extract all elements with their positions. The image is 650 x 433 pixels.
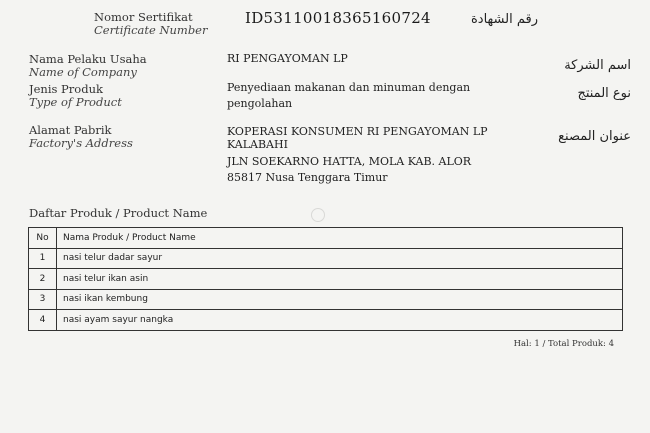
product-type-label — [29, 83, 122, 109]
table-header-row — [29, 228, 623, 249]
company-label-ar: اسم الشركة — [564, 58, 631, 73]
certificate-number: ID53110018365160724 — [245, 9, 431, 27]
row-number: 1 — [29, 248, 57, 269]
factory-label-en: Factory's Address — [29, 136, 133, 150]
factory-label-ar: عنوان المصنع — [558, 129, 631, 144]
product-type-label-id: Jenis Produk — [29, 82, 103, 96]
row-number: 3 — [29, 289, 57, 310]
certificate-label-ar: رقم الشهادة — [471, 12, 538, 27]
factory-address-label — [29, 124, 133, 150]
column-header-product-name: Nama Produk / Product Name — [57, 228, 623, 249]
product-type-label-en: Type of Product — [29, 95, 122, 109]
row-number: 2 — [29, 269, 57, 290]
factory-address-line3: JLN SOEKARNO HATTA, MOLA KAB. ALOR — [227, 155, 472, 168]
company-name: RI PENGAYOMAN LP — [227, 52, 348, 65]
row-number: 4 — [29, 310, 57, 331]
table-row — [29, 310, 623, 331]
certificate-label-en: Certificate Number — [94, 23, 208, 37]
factory-address-line2: KALABAHI — [227, 138, 288, 151]
row-product-name: nasi ikan kembung — [57, 289, 623, 310]
factory-address-line4: 85817 Nusa Tenggara Timur — [227, 171, 388, 184]
factory-address-line1: KOPERASI KONSUMEN RI PENGAYOMAN LP — [227, 125, 488, 138]
factory-label-id: Alamat Pabrik — [29, 123, 112, 137]
product-type-value-line1: Penyediaan makanan dan minuman dengan — [227, 81, 471, 94]
company-label — [29, 53, 147, 79]
factory-address — [227, 124, 488, 186]
table-row — [29, 248, 623, 269]
page-count: Hal: 1 / Total Produk: 4 — [513, 339, 614, 349]
table-row — [29, 289, 623, 310]
company-label-en: Name of Company — [29, 65, 137, 79]
product-list-title: Daftar Produk / Product Name — [29, 206, 208, 220]
row-product-name: nasi telur ikan asin — [57, 269, 623, 290]
certificate-number-label — [94, 11, 208, 37]
table-row — [29, 269, 623, 290]
watermark-mark — [311, 208, 325, 222]
certificate-label-id: Nomor Sertifikat — [94, 10, 193, 24]
column-header-no: No — [29, 228, 57, 249]
product-type-value-line2: pengolahan — [227, 97, 293, 110]
row-product-name: nasi ayam sayur nangka — [57, 310, 623, 331]
product-type-label-ar: نوع المنتج — [577, 86, 631, 101]
product-table — [28, 227, 623, 331]
row-product-name: nasi telur dadar sayur — [57, 248, 623, 269]
product-type-value — [227, 80, 470, 112]
company-label-id: Nama Pelaku Usaha — [29, 52, 147, 66]
